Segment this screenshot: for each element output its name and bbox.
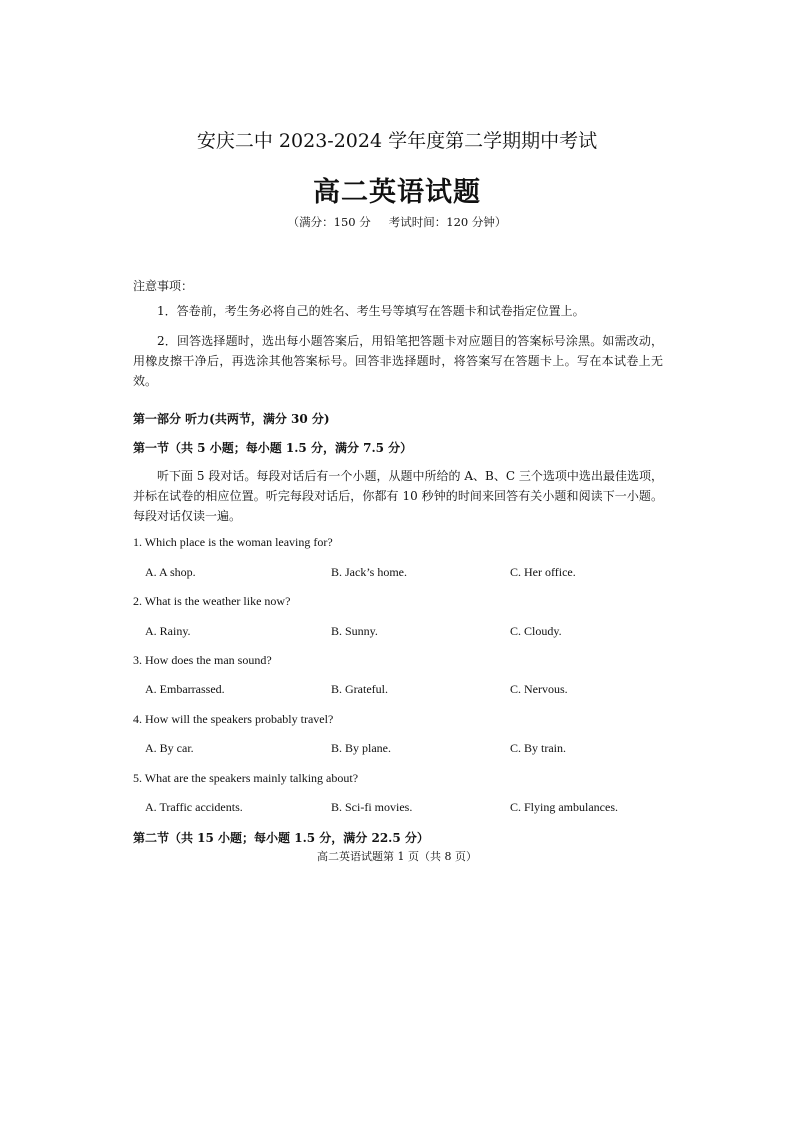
section1-heading: 第一节（共 5 小题；每小题 1.5 分，满分 7.5 分） bbox=[133, 441, 413, 455]
notice-item-2: 2．回答选择题时，选出每小题答案后，用铅笔把答题卡对应题目的答案标号涂黑。如需改动，用橡皮擦干净后，再选涂其他答案标号。回答非选择题时，将答案写在答题卡上。写在本试卷上无效。 bbox=[133, 334, 663, 388]
option-c: C. Her office. bbox=[510, 565, 576, 579]
question-stem: 5. What are the speakers mainly talking about? bbox=[133, 771, 359, 785]
option-a: A. A shop. bbox=[145, 565, 196, 579]
option-c: C. Cloudy. bbox=[510, 624, 562, 638]
question-stem: 1. Which place is the woman leaving for? bbox=[133, 535, 333, 549]
question-stem: 4. How will the speakers probably travel? bbox=[133, 712, 334, 726]
question-stem: 3. How does the man sound? bbox=[133, 653, 272, 667]
exam-title: 安庆二中 2023-2024 学年度第二学期期中考试 bbox=[196, 130, 598, 152]
exam-score-time bbox=[0, 214, 794, 230]
option-b: B. Sunny. bbox=[331, 624, 378, 638]
option-b: B. By plane. bbox=[331, 741, 391, 755]
option-a: A. By car. bbox=[145, 741, 194, 755]
option-c: C. By train. bbox=[510, 741, 566, 755]
exam-subject: 高二英语试题 bbox=[313, 177, 481, 208]
option-b: B. Jack’s home. bbox=[331, 565, 407, 579]
time-info: 考试时间：120 分钟） bbox=[388, 215, 507, 229]
option-c: C. Flying ambulances. bbox=[510, 800, 618, 814]
notice-heading: 注意事项： bbox=[133, 279, 194, 293]
option-c: C. Nervous. bbox=[510, 682, 568, 696]
score-info: （满分：150 分 bbox=[287, 215, 371, 229]
option-a: A. Embarrassed. bbox=[145, 682, 225, 696]
part1-heading: 第一部分 听力(共两节，满分 30 分) bbox=[133, 412, 330, 426]
option-a: A. Traffic accidents. bbox=[145, 800, 243, 814]
question-stem: 2. What is the weather like now? bbox=[133, 594, 291, 608]
notice-item-1: 1．答卷前，考生务必将自己的姓名、考生号等填写在答题卡和试卷指定位置上。 bbox=[157, 304, 585, 318]
option-b: B. Sci-fi movies. bbox=[331, 800, 413, 814]
section2-heading: 第二节（共 15 小题；每小题 1.5 分，满分 22.5 分） bbox=[133, 831, 429, 845]
option-b: B. Grateful. bbox=[331, 682, 388, 696]
section1-instructions: 听下面 5 段对话。每段对话后有一个小题，从题中所给的 A、B、C 三个选项中选出最佳选项，并标在试卷的相应位置。听完每段对话后，你都有 10 秒钟的时间来回答有关小题和阅读下一小题。每段对话仅读一遍。 bbox=[133, 469, 663, 523]
option-a: A. Rainy. bbox=[145, 624, 191, 638]
page-footer: 高二英语试题第 1 页（共 8 页） bbox=[317, 850, 477, 863]
